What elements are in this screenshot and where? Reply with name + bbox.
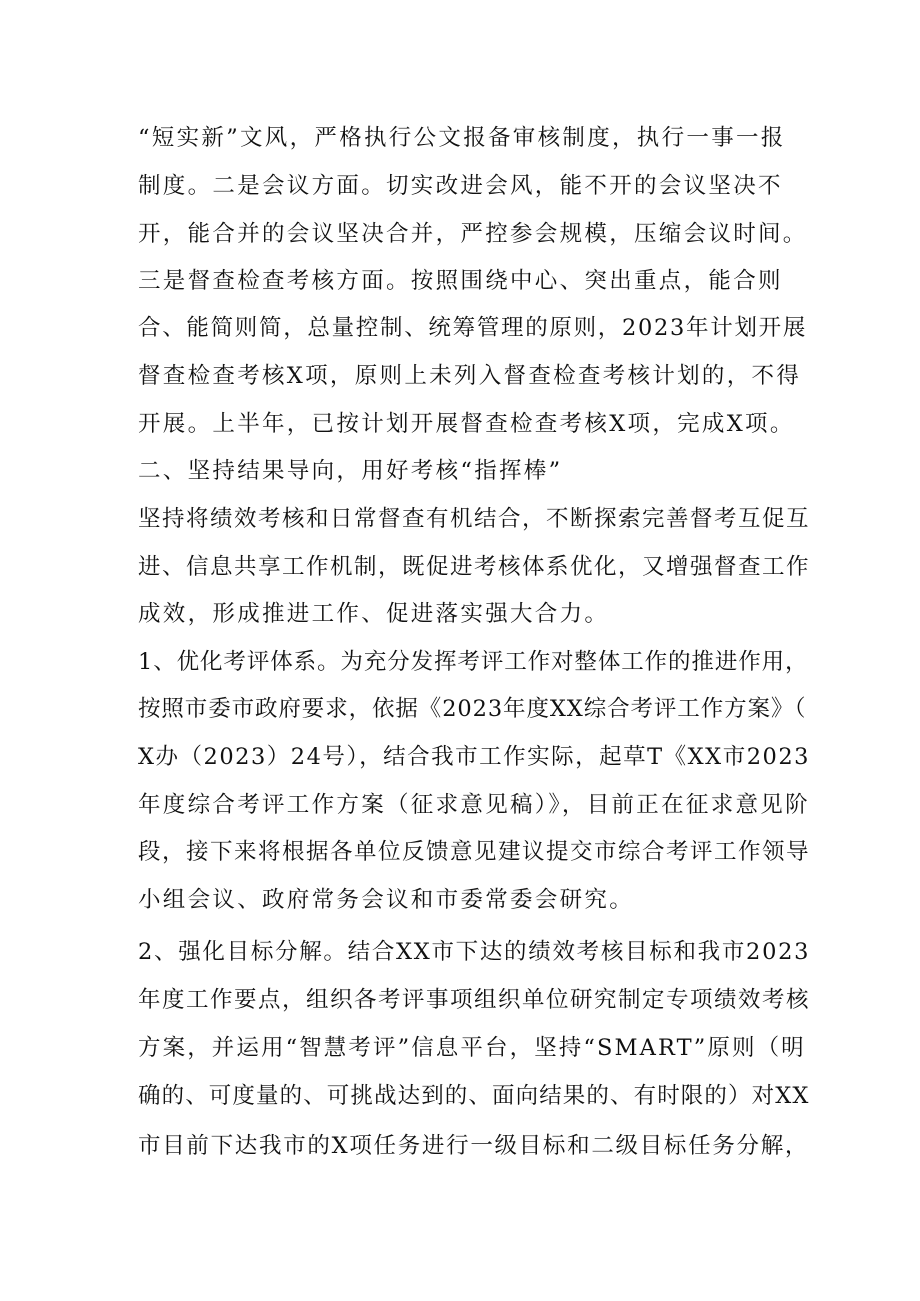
paragraph-line: 督查检查考核X项，原则上未列入督查检查考核计划的，不得 (138, 363, 802, 389)
paragraph-line: 2、强化目标分解。结合XX市下达的绩效考核目标和我市2023 (138, 939, 811, 965)
paragraph-line: X办（2023）24号），结合我市工作实际，起草T《XX市2023 (138, 744, 810, 770)
paragraph-line: 开，能合并的会议坚决合并，严控参会规模，压缩会议时间。 (138, 221, 808, 247)
paragraph-line: 制度。二是会议方面。切实改进会风，能不开的会议坚决不 (138, 173, 783, 199)
paragraph-line: 年度工作要点，组织各考评事项组织单位研究制定专项绩效考核 (138, 987, 811, 1013)
paragraph-line: 年度综合考评工作方案（征求意见稿）》，目前正在征求意见阶 (138, 792, 810, 818)
paragraph-line: 成效，形成推进工作、促进落实强大合力。 (138, 601, 610, 627)
paragraph-line: “短实新”文风，严格执行公文报备审核制度，执行一事一报 (138, 125, 786, 151)
paragraph-line: 市目前下达我市的X项任务进行一级目标和二级目标任务分解， (138, 1133, 810, 1159)
paragraph-line: 坚持将绩效考核和日常督查有机结合，不断探索完善督考互促互 (138, 506, 811, 532)
paragraph-line: 按照市委市政府要求，依据《2023年度XX综合考评工作方案》（ (138, 696, 807, 722)
paragraph-line: 1、优化考评体系。为充分发挥考评工作对整体工作的推进作用， (138, 649, 809, 675)
paragraph-line: 方案，并运用“智慧考评”信息平台，坚持“SMART”原则（明 (138, 1035, 806, 1061)
paragraph-line: 小组会议、政府常务会议和市委常委会研究。 (138, 887, 635, 913)
paragraph-line: 段，接下来将根据各单位反馈意见建议提交市综合考评工作领导 (138, 839, 811, 865)
paragraph-line: 进、信息共享工作机制，既促进考核体系优化，又增强督查工作 (138, 554, 811, 580)
paragraph-line: 开展。上半年，已按计划开展督查检查考核X项，完成X项。 (138, 411, 795, 437)
paragraph-line: 三是督查检查考核方面。按照围绕中心、突出重点，能合则 (138, 268, 783, 294)
section-heading: 二、坚持结果导向，用好考核“指挥棒” (138, 458, 563, 484)
paragraph-line: 合、能简则简，总量控制、统筹管理的原则，2023年计划开展 (138, 315, 808, 341)
paragraph-line: 确的、可度量的、可挑战达到的、面向结果的、有时限的）对XX (138, 1083, 810, 1109)
